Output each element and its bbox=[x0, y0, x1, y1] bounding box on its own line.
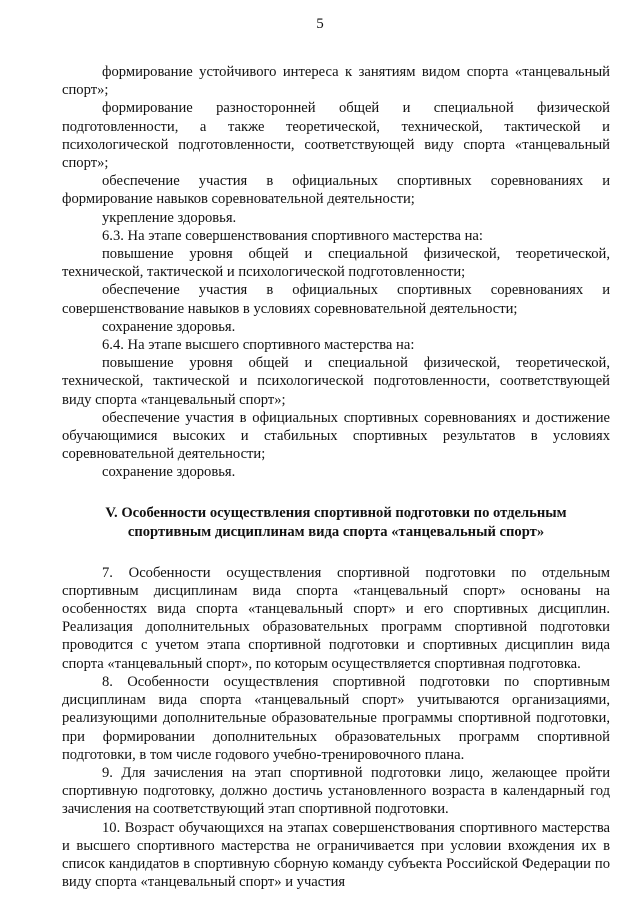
section-paragraph: 7. Особенности осуществления спортивной подготовки по отдельным спортивным дисциплинам вида спорта «танцевальный спорт» основаны на особенностях вида спорта «танцевальный спорт» и его спортивных дисциплин. Реализация дополнительных образовательных программ спортивной подготовки проводится с учетом этапа спортивной подготовки и спортивных дисциплин вида спорта «танцевальный спорт», по которым осуществляется спортивная подготовка. bbox=[62, 564, 610, 672]
paragraph: укрепление здоровья. bbox=[102, 209, 237, 226]
paragraph: сохранение здоровья. bbox=[102, 464, 236, 481]
page-number: 5 bbox=[316, 16, 324, 32]
paragraph: обеспечение участия в официальных спортивных соревнованиях и совершенствование навыков в условиях соревновательной деятельности; bbox=[62, 282, 610, 317]
paragraph: формирование разносторонней общей и специальной физической подготовленности, а также теоретической, технической, тактической и психологической подготовленности, соответствующей виду спорта «танцевальный спорт»; bbox=[62, 100, 610, 172]
paragraph: 6.4. На этапе высшего спортивного мастерства на: bbox=[102, 337, 415, 354]
paragraph: формирование устойчивого интереса к занятиям видом спорта «танцевальный спорт»; bbox=[62, 64, 610, 99]
section-paragraph: 9. Для зачисления на этап спортивной подготовки лицо, желающее пройти спортивную подготовку, должно достичь установленного возраста в календарный год зачисления на соответствующий этап спортивной подготовки. bbox=[62, 764, 610, 818]
section-heading: V. Особенности осуществления спортивной подготовки по отдельным спортивным дисциплинам вида спорта «танцевальный спорт» bbox=[105, 504, 567, 540]
section-paragraph: 8. Особенности осуществления спортивной подготовки по спортивным дисциплинам вида спорта «танцевальный спорт» учитываются организациями, реализующими дополнительные образовательные программы спортивной подготовки, при формировании дополнительных образовательных программ спортивной подготовки, в том числе годового учебно-тренировочного плана. bbox=[62, 673, 610, 763]
paragraph: обеспечение участия в официальных спортивных соревнованиях и формирование навыков соревновательной деятельности; bbox=[62, 173, 610, 208]
paragraph: 6.3. На этапе совершенствования спортивного мастерства на: bbox=[102, 227, 483, 244]
paragraph: повышение уровня общей и специальной физической, теоретической, технической, тактической и психологической подготовленности, соответствующей виду спорта «танцевальный спорт»; bbox=[62, 355, 610, 408]
document-body bbox=[62, 63, 610, 891]
paragraph: обеспечение участия в официальных спортивных соревнованиях и достижение обучающимися высоких и стабильных спортивных результатов в условиях соревновательной деятельности; bbox=[62, 409, 610, 463]
section-paragraph: 10. Возраст обучающихся на этапах совершенствования спортивного мастерства и высшего спортивного мастерства не ограничивается при условии вхождения их в список кандидатов в спортивную сборную команду субъекта Российской Федерации по виду спорта «танцевальный спорт» и участия bbox=[62, 819, 610, 891]
paragraph: сохранение здоровья. bbox=[102, 318, 236, 335]
paragraph: повышение уровня общей и специальной физической, теоретической, технической, тактической и психологической подготовленности; bbox=[62, 246, 610, 281]
